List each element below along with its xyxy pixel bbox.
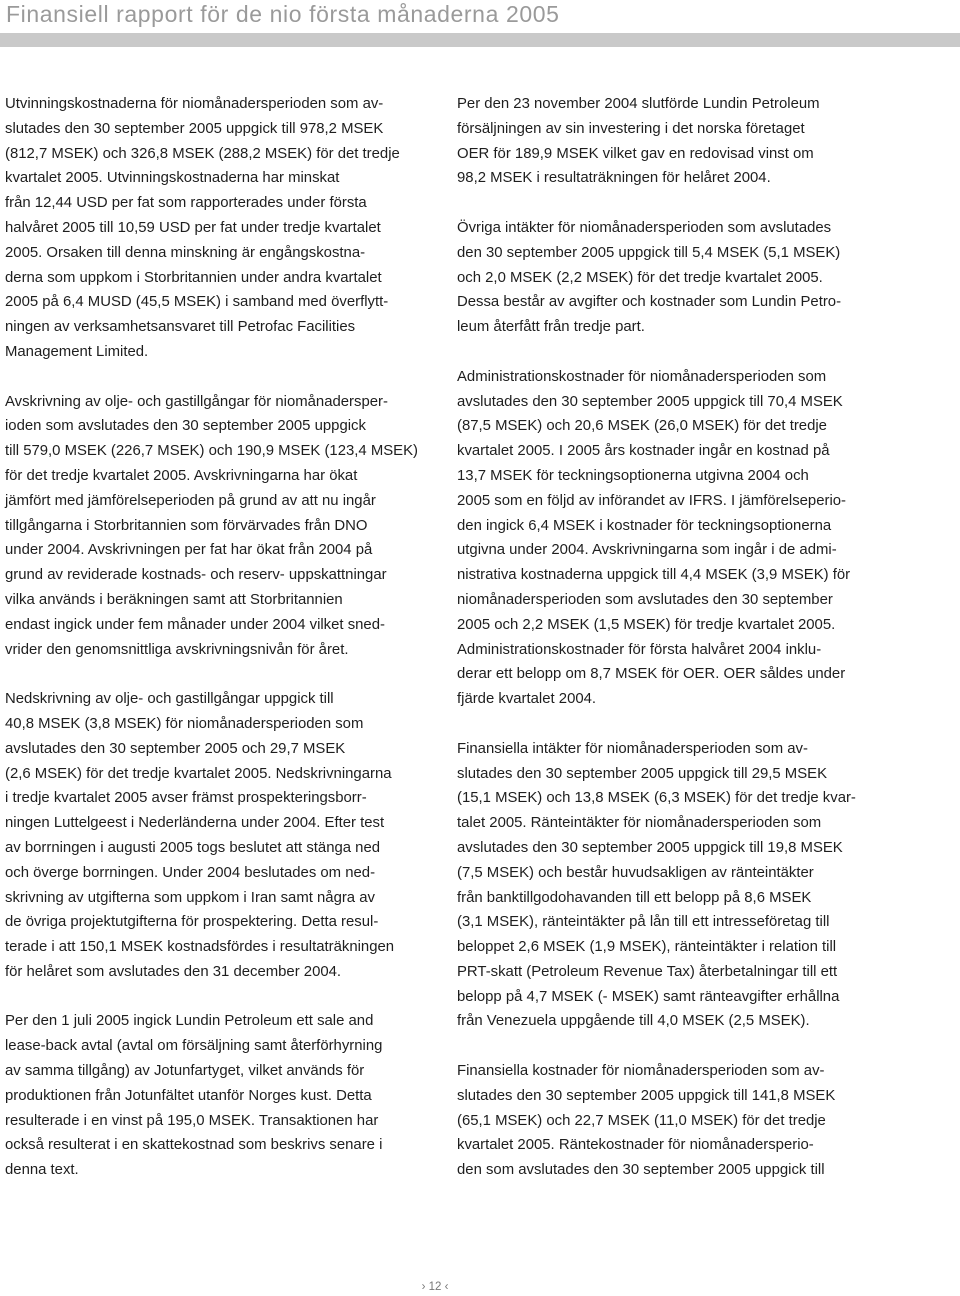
text-line: den som avslutades den 30 september 2005 uppgick till [457,1162,825,1179]
text-line: lease-back avtal (avtal om försäljning samt återförhyrning [5,1038,383,1055]
text-line: ningen Luttelgeest i Nederländerna under 2004. Efter test [5,815,385,832]
text-line: nistrativa kostnaderna uppgick till 4,4 MSEK (3,9 MSEK) för [457,567,851,584]
text-line: från 12,44 USD per fat som rapporterades under första [5,195,367,212]
paragraph [457,737,897,1035]
text-line: 98,2 MSEK i resultaträkningen för helåret 2004. [457,170,771,187]
text-line: (15,1 MSEK) och 13,8 MSEK (6,3 MSEK) för det tredje kvar- [457,790,856,807]
text-line: försäljningen av sin investering i det norska företaget [457,120,805,137]
text-line: tillgångarna i Storbritannien som förvärvades från DNO [5,517,368,534]
text-line: Dessa består av avgifter och kostnader som Lundin Petro- [457,294,842,311]
page-title: Finansiell rapport för de nio första månaderna 2005 [6,1,560,27]
right-column [457,92,897,1208]
text-line: Administrationskostnader för första halvåret 2004 inklu- [457,641,822,658]
text-line: i tredje kvartalet 2005 avser främst prospekteringsborr- [5,790,367,807]
text-line: avslutades den 30 september 2005 uppgick till 19,8 MSEK [457,839,843,856]
text-line: 2005 som en följd av införandet av IFRS. I jämförelseperio- [457,492,847,509]
text-line: jämfört med jämförelseperioden på grund av att nu ingår [5,492,376,509]
paragraph [5,390,445,663]
paragraph [457,365,897,712]
text-line: Per den 23 november 2004 slutförde Lundin Petroleum [457,96,820,112]
text-line: Administrationskostnader för niomånadersperioden som [457,368,827,385]
text-line: Avskrivning av olje- och gastillgångar för niomånadersper- [5,393,388,410]
text-line: de övriga projektutgifterna för prospektering. Detta resul- [5,914,379,931]
text-line: avslutades den 30 september 2005 uppgick till 70,4 MSEK [457,393,843,410]
text-line: den ingick 6,4 MSEK i kostnader för teckningsoptionerna [457,517,832,534]
text-line: Management Limited. [5,343,149,360]
text-line: också resulterat i en skattekostnad som beskrivs senare i [5,1137,383,1154]
paragraph [457,92,897,191]
text-line: ioden som avslutades den 30 september 2005 uppgick [5,418,366,435]
text-line: denna text. [5,1162,79,1179]
text-line: kvartalet 2005. Räntekostnader för niomånadersperio- [457,1137,814,1154]
text-line: (812,7 MSEK) och 326,8 MSEK (288,2 MSEK) för det tredje [5,145,400,162]
text-line: och 2,0 MSEK (2,2 MSEK) för det tredje kvartalet 2005. [457,269,823,286]
text-line: beloppet 2,6 MSEK (1,9 MSEK), ränteintäkter i relation till [457,939,837,956]
paragraph [457,1059,897,1183]
text-line: Nedskrivning av olje- och gastillgångar uppgick till [5,691,334,708]
text-line: fjärde kvartalet 2004. [457,691,597,708]
header-bar [0,33,960,47]
paragraph [457,216,897,340]
text-line: leum återfått från tredje part. [457,319,645,336]
text-line: av borrningen i augusti 2005 togs beslutet att stänga ned [5,839,381,856]
text-line: 13,7 MSEK för teckningsoptionerna utgivna 2004 och [457,467,809,484]
text-line: vilka används i beräkningen samt att Storbritannien [5,591,343,608]
text-line: den 30 september 2005 uppgick till 5,4 MSEK (5,1 MSEK) [457,244,841,261]
text-line: derna som uppkom i Storbritannien under andra kvartalet [5,269,382,286]
text-line: PRT-skatt (Petroleum Revenue Tax) återbetalningar till ett [457,963,838,980]
text-line: vrider den genomsnittliga avskrivningsnivån för året. [5,641,349,658]
text-line: (2,6 MSEK) för det tredje kvartalet 2005. Nedskrivningarna [5,765,392,782]
paragraph [5,687,445,985]
text-line: grund av reviderade kostnads- och reserv- uppskattningar [5,567,387,584]
text-line: (65,1 MSEK) och 22,7 MSEK (11,0 MSEK) för det tredje [457,1112,826,1129]
text-line: (87,5 MSEK) och 20,6 MSEK (26,0 MSEK) för det tredje [457,418,827,435]
text-line: belopp på 4,7 MSEK (- MSEK) samt ränteavgifter erhållna [457,988,840,1005]
paragraph [5,1009,445,1183]
text-line: från Venezuela uppgående till 4,0 MSEK (2,5 MSEK). [457,1013,810,1030]
text-line: för helåret som avslutades den 31 december 2004. [5,963,342,980]
text-line: till 579,0 MSEK (226,7 MSEK) och 190,9 MSEK (123,4 MSEK) [5,443,418,460]
text-line: (3,1 MSEK), ränteintäkter på lån till ett intresseföretag till [457,914,830,931]
text-line: produktionen från Jotunfältet utanför Norges kust. Detta [5,1087,372,1104]
text-line: Övriga intäkter för niomånadersperioden som avslutades [457,219,832,236]
text-line: och överge borrningen. Under 2004 beslutades om ned- [5,864,376,881]
text-line: niomånadersperioden som avslutades den 30 september [457,591,833,608]
text-line: halvåret 2005 till 10,59 USD per fat under tredje kvartalet [5,219,381,236]
text-line: för det tredje kvartalet 2005. Avskrivningarna har ökat [5,467,358,484]
text-line: skrivning av utgifterna som uppkom i Iran samt några av [5,889,375,906]
text-line: 40,8 MSEK (3,8 MSEK) för niomånadersperioden som [5,715,364,732]
text-line: Finansiella intäkter för niomånadersperioden som av- [457,740,808,757]
text-line: utgivna under 2004. Avskrivningarna som ingår i de admi- [457,542,837,559]
text-line: resulterade i en vinst på 195,0 MSEK. Transaktionen har [5,1112,379,1129]
left-column [5,92,445,1208]
text-line: Utvinningskostnaderna för niomånadersperioden som av- [5,96,384,112]
text-line: endast ingick under fem månader under 2004 vilket sned- [5,616,385,633]
text-line: talet 2005. Ränteintäkter för niomånadersperioden som [457,815,822,832]
text-line: av samma tillgång) av Jotunfartyget, vilket används för [5,1063,365,1080]
paragraph [5,92,445,365]
text-line: slutades den 30 september 2005 uppgick till 29,5 MSEK [457,765,828,782]
text-line: Per den 1 juli 2005 ingick Lundin Petroleum ett sale and [5,1013,374,1030]
text-line: 2005 och 2,2 MSEK (1,5 MSEK) för tredje kvartalet 2005. [457,616,836,633]
text-line: (7,5 MSEK) och består huvudsakligen av ränteintäkter [457,864,814,881]
text-line: under 2004. Avskrivningen per fat har ökat från 2004 på [5,542,373,559]
text-line: slutades den 30 september 2005 uppgick till 141,8 MSEK [457,1087,836,1104]
text-line: från banktillgodohavanden till ett belopp på 8,6 MSEK [457,889,812,906]
text-line: 2005. Orsaken till denna minskning är engångskostna- [5,244,366,261]
text-line: kvartalet 2005. I 2005 års kostnader ingår en kostnad på [457,443,830,460]
text-line: ningen av verksamhetsansvaret till Petrofac Facilities [5,319,356,336]
text-line: 2005 på 6,4 MUSD (45,5 MSEK) i samband med överflytt- [5,294,389,311]
text-line: Finansiella kostnader för niomånadersperioden som av- [457,1063,825,1080]
text-line: slutades den 30 september 2005 uppgick till 978,2 MSEK [5,120,384,137]
page-number: › 12 ‹ [421,1281,449,1293]
text-line: derar ett belopp om 8,7 MSEK för OER. OER såldes under [457,666,846,683]
text-line: OER för 189,9 MSEK vilket gav en redovisad vinst om [457,145,814,162]
text-line: kvartalet 2005. Utvinningskostnaderna har minskat [5,170,340,187]
text-line: terade i att 150,1 MSEK kostnadsfördes i resultaträkningen [5,939,395,956]
text-line: avslutades den 30 september 2005 och 29,7 MSEK [5,740,346,757]
